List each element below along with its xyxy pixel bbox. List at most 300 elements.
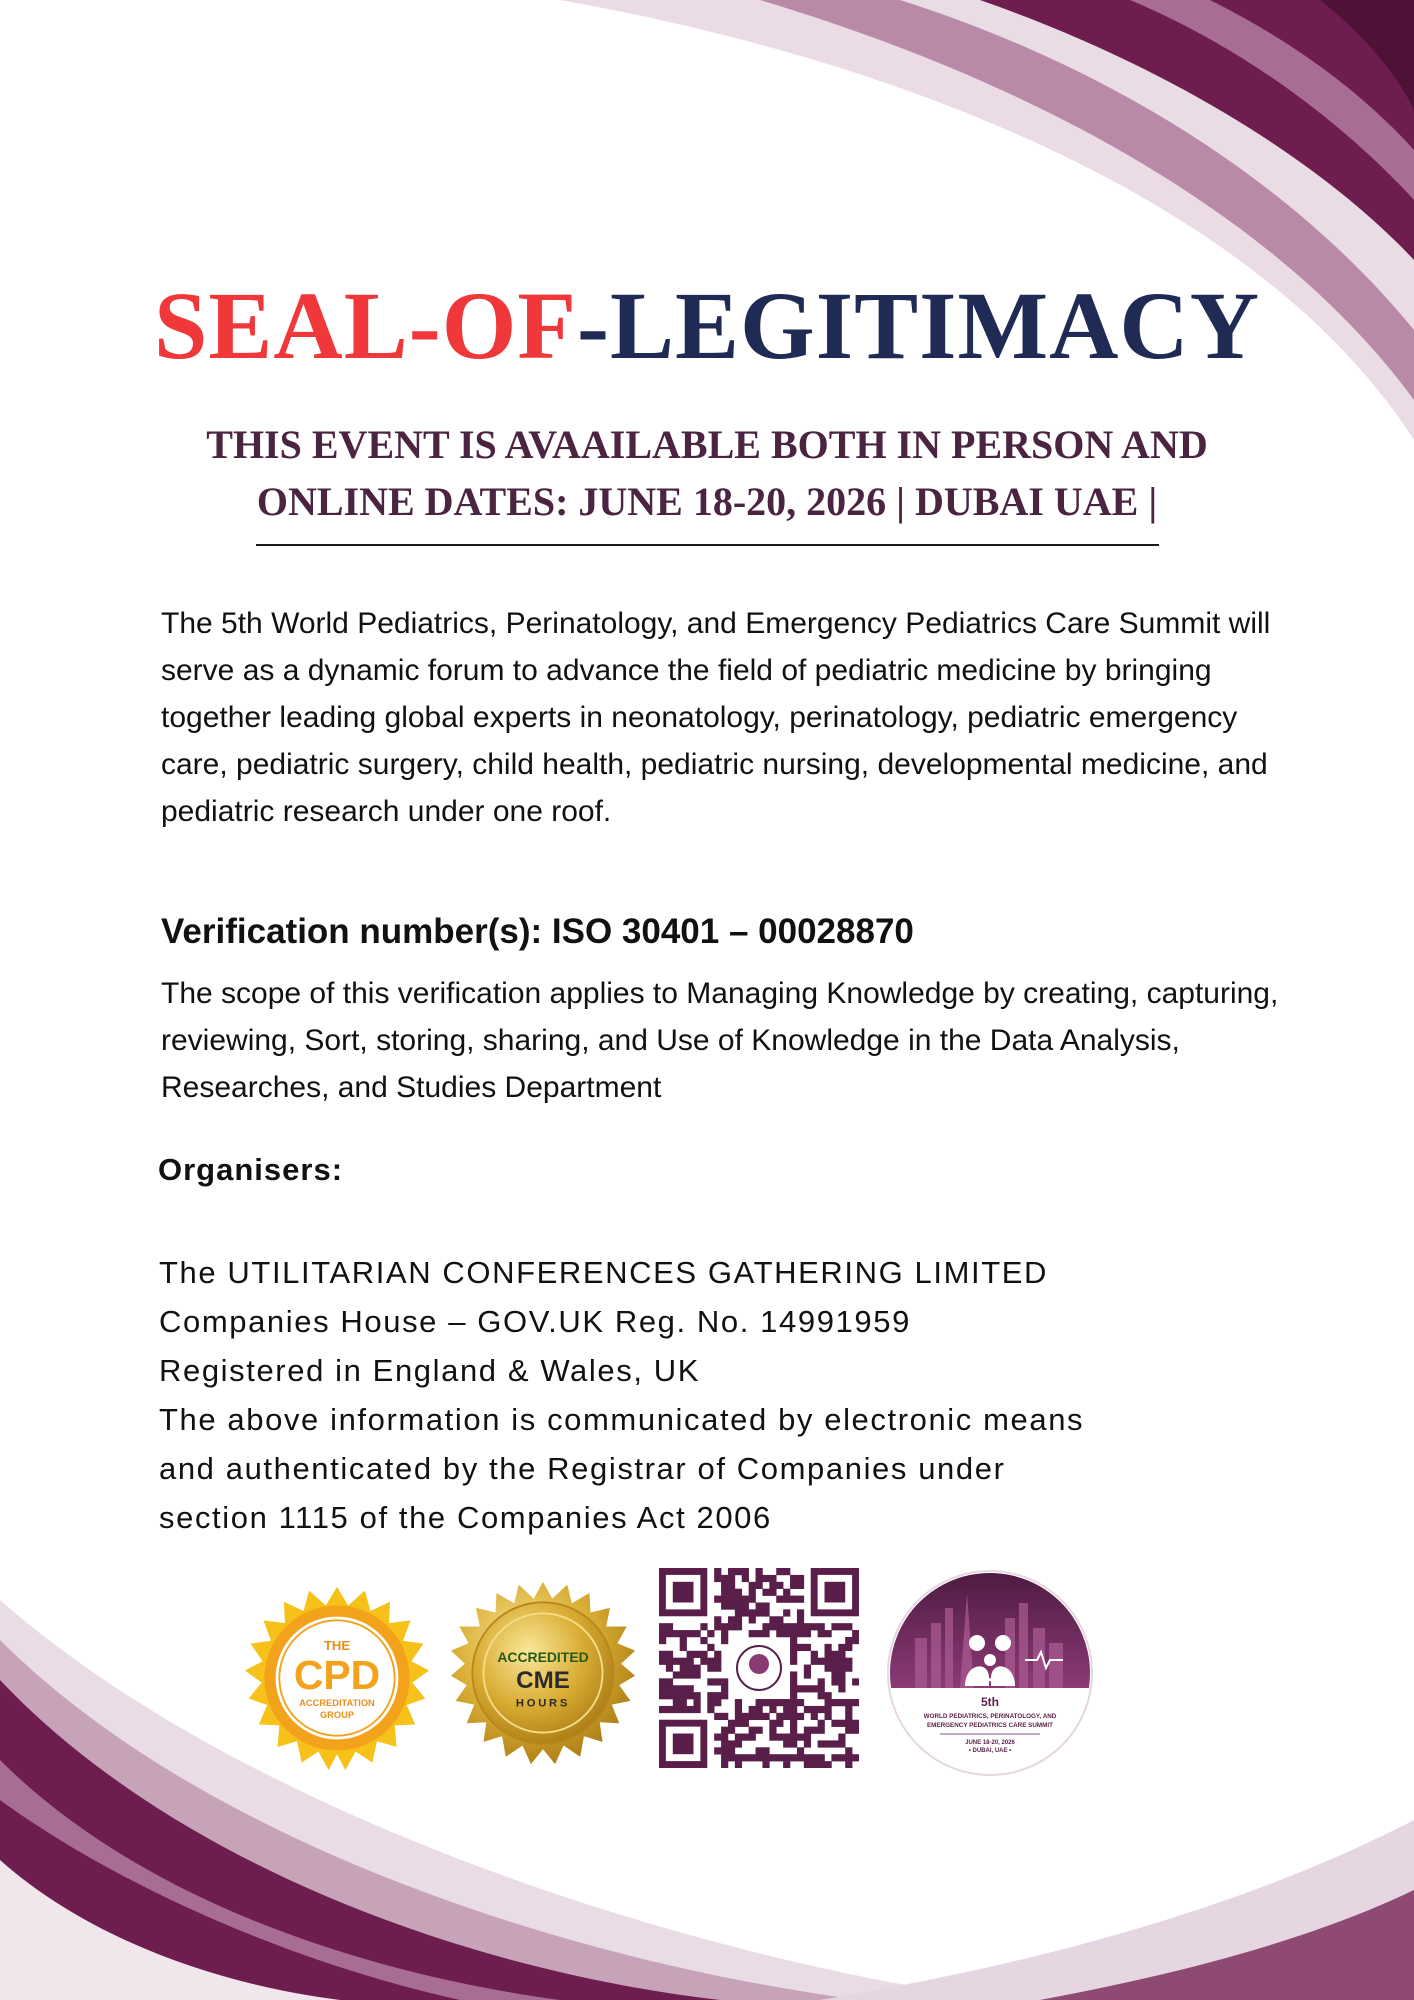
qr-module bbox=[735, 1699, 742, 1706]
qr-module bbox=[790, 1734, 797, 1741]
qr-module bbox=[811, 1623, 818, 1630]
qr-module bbox=[762, 1609, 769, 1616]
qr-module bbox=[749, 1754, 756, 1761]
qr-module bbox=[783, 1754, 790, 1761]
qr-module bbox=[845, 1644, 852, 1651]
logo-place-text: • DUBAI, UAE • bbox=[968, 1748, 1012, 1754]
qr-module bbox=[825, 1706, 832, 1713]
qr-finder bbox=[673, 1734, 694, 1755]
qr-module bbox=[811, 1658, 818, 1665]
qr-module bbox=[769, 1706, 776, 1713]
qr-module bbox=[804, 1727, 811, 1734]
qr-module bbox=[756, 1609, 763, 1616]
qr-module bbox=[790, 1582, 797, 1589]
qr-module bbox=[673, 1692, 680, 1699]
qr-module bbox=[804, 1623, 811, 1630]
qr-module bbox=[700, 1658, 707, 1665]
organiser-line: Companies House – GOV.UK Reg. No. 14991959 bbox=[159, 1304, 911, 1339]
qr-module bbox=[797, 1713, 804, 1720]
qr-module bbox=[749, 1589, 756, 1596]
qr-module bbox=[687, 1706, 694, 1713]
qr-module bbox=[707, 1658, 714, 1665]
qr-module bbox=[831, 1665, 838, 1672]
qr-module bbox=[804, 1754, 811, 1761]
qr-finder bbox=[673, 1582, 694, 1603]
qr-module bbox=[783, 1713, 790, 1720]
qr-module bbox=[825, 1761, 832, 1768]
qr-module bbox=[749, 1582, 756, 1589]
qr-module bbox=[838, 1644, 845, 1651]
qr-module bbox=[769, 1575, 776, 1582]
qr-module bbox=[845, 1665, 852, 1672]
qr-module bbox=[659, 1685, 666, 1692]
qr-module bbox=[680, 1685, 687, 1692]
qr-module bbox=[756, 1747, 763, 1754]
qr-module bbox=[680, 1692, 687, 1699]
qr-module bbox=[811, 1727, 818, 1734]
organiser-line: section 1115 of the Companies Act 2006 bbox=[159, 1500, 772, 1535]
qr-module bbox=[852, 1678, 859, 1685]
qr-module bbox=[818, 1727, 825, 1734]
qr-module bbox=[811, 1713, 818, 1720]
organiser-line: and authenticated by the Registrar of Companies under bbox=[159, 1451, 1006, 1486]
qr-module bbox=[735, 1609, 742, 1616]
qr-module bbox=[735, 1616, 742, 1623]
qr-module bbox=[852, 1727, 859, 1734]
qr-module bbox=[666, 1630, 673, 1637]
qr-module bbox=[790, 1713, 797, 1720]
qr-module bbox=[825, 1665, 832, 1672]
qr-center-mark bbox=[749, 1654, 769, 1674]
qr-module bbox=[659, 1692, 666, 1699]
qr-module bbox=[756, 1568, 763, 1575]
qr-module bbox=[790, 1575, 797, 1582]
qr-module bbox=[687, 1665, 694, 1672]
qr-module bbox=[714, 1692, 721, 1699]
qr-module bbox=[831, 1651, 838, 1658]
qr-module bbox=[756, 1582, 763, 1589]
qr-module bbox=[687, 1651, 694, 1658]
qr-module bbox=[790, 1637, 797, 1644]
qr-module bbox=[783, 1740, 790, 1747]
qr-module bbox=[721, 1734, 728, 1741]
qr-module bbox=[790, 1685, 797, 1692]
qr-module bbox=[721, 1761, 728, 1768]
qr-module bbox=[776, 1754, 783, 1761]
qr-module bbox=[742, 1602, 749, 1609]
qr-module bbox=[728, 1727, 735, 1734]
qr-module bbox=[721, 1685, 728, 1692]
qr-module bbox=[831, 1658, 838, 1665]
qr-module bbox=[666, 1706, 673, 1713]
qr-module bbox=[783, 1699, 790, 1706]
cpd-seal-icon bbox=[244, 1585, 430, 1771]
qr-module bbox=[749, 1596, 756, 1603]
qr-module bbox=[721, 1692, 728, 1699]
verification-heading: Verification number(s): ISO 30401 – 00028870 bbox=[161, 912, 914, 951]
qr-module bbox=[707, 1665, 714, 1672]
qr-module bbox=[659, 1637, 666, 1644]
qr-module bbox=[825, 1644, 832, 1651]
qr-module bbox=[762, 1602, 769, 1609]
qr-module bbox=[811, 1685, 818, 1692]
qr-module bbox=[742, 1568, 749, 1575]
cme-line2-text: CME bbox=[516, 1666, 570, 1694]
qr-module bbox=[673, 1706, 680, 1713]
qr-module bbox=[790, 1692, 797, 1699]
qr-module bbox=[749, 1734, 756, 1741]
qr-module bbox=[838, 1671, 845, 1678]
verification-scope: The scope of this verification applies to Managing Knowledge by creating, capturing, reviewing, Sort, storing, sharing, and Use of Knowledge in the Data Analysis, Researches, and Studies Department bbox=[161, 977, 1279, 1104]
qr-module bbox=[831, 1678, 838, 1685]
qr-module bbox=[666, 1692, 673, 1699]
qr-module bbox=[762, 1589, 769, 1596]
qr-module bbox=[797, 1734, 804, 1741]
qr-module bbox=[728, 1623, 735, 1630]
summit-logo bbox=[885, 1568, 1095, 1778]
qr-module bbox=[783, 1761, 790, 1768]
qr-module bbox=[735, 1740, 742, 1747]
qr-module bbox=[804, 1740, 811, 1747]
qr-module bbox=[749, 1616, 756, 1623]
qr-module bbox=[769, 1582, 776, 1589]
qr-module bbox=[804, 1630, 811, 1637]
qr-module bbox=[838, 1734, 845, 1741]
divider bbox=[256, 544, 1159, 546]
qr-module bbox=[831, 1699, 838, 1706]
qr-module bbox=[852, 1630, 859, 1637]
qr-module bbox=[811, 1706, 818, 1713]
qr-module bbox=[845, 1727, 852, 1734]
qr-module bbox=[714, 1623, 721, 1630]
qr-module bbox=[714, 1734, 721, 1741]
qr-module bbox=[790, 1727, 797, 1734]
qr-module bbox=[687, 1685, 694, 1692]
qr-module bbox=[852, 1720, 859, 1727]
qr-module bbox=[728, 1747, 735, 1754]
qr-module bbox=[714, 1713, 721, 1720]
qr-module bbox=[659, 1630, 666, 1637]
qr-module bbox=[825, 1651, 832, 1658]
qr-module bbox=[845, 1754, 852, 1761]
qr-module bbox=[666, 1685, 673, 1692]
qr-module bbox=[838, 1658, 845, 1665]
qr-module bbox=[831, 1754, 838, 1761]
qr-module bbox=[797, 1596, 804, 1603]
qr-module bbox=[749, 1706, 756, 1713]
qr-module bbox=[707, 1678, 714, 1685]
qr-module bbox=[735, 1568, 742, 1575]
qr-module bbox=[776, 1623, 783, 1630]
qr-module bbox=[769, 1720, 776, 1727]
qr-module bbox=[797, 1609, 804, 1616]
qr-module bbox=[831, 1740, 838, 1747]
qr-module bbox=[845, 1713, 852, 1720]
qr-module bbox=[790, 1706, 797, 1713]
qr-module bbox=[721, 1630, 728, 1637]
title-part-navy: LEGITIMACY bbox=[609, 272, 1261, 379]
qr-module bbox=[707, 1630, 714, 1637]
qr-module bbox=[693, 1706, 700, 1713]
subtitle-line-1: THIS EVENT IS AVAAILABLE BOTH IN PERSON AND bbox=[206, 422, 1208, 467]
qr-module bbox=[707, 1706, 714, 1713]
qr-module bbox=[687, 1671, 694, 1678]
cme-line3-text: HOURS bbox=[515, 1697, 571, 1710]
qr-module bbox=[673, 1658, 680, 1665]
qr-module bbox=[693, 1665, 700, 1672]
qr-module bbox=[831, 1623, 838, 1630]
qr-module bbox=[762, 1623, 769, 1630]
qr-module bbox=[714, 1596, 721, 1603]
qr-module bbox=[769, 1623, 776, 1630]
qr-module bbox=[700, 1651, 707, 1658]
qr-module bbox=[838, 1699, 845, 1706]
qr-module bbox=[845, 1637, 852, 1644]
qr-module bbox=[680, 1671, 687, 1678]
qr-module bbox=[790, 1699, 797, 1706]
qr-module bbox=[845, 1699, 852, 1706]
qr-module bbox=[680, 1658, 687, 1665]
qr-module bbox=[749, 1727, 756, 1734]
qr-module bbox=[797, 1699, 804, 1706]
qr-module bbox=[762, 1630, 769, 1637]
qr-module bbox=[769, 1727, 776, 1734]
qr-module bbox=[707, 1699, 714, 1706]
qr-module bbox=[693, 1692, 700, 1699]
qr-module bbox=[776, 1713, 783, 1720]
qr-module bbox=[797, 1623, 804, 1630]
qr-module bbox=[673, 1671, 680, 1678]
qr-module bbox=[769, 1699, 776, 1706]
qr-module bbox=[721, 1678, 728, 1685]
qr-module bbox=[721, 1582, 728, 1589]
qr-module bbox=[762, 1761, 769, 1768]
qr-module bbox=[783, 1734, 790, 1741]
qr-module bbox=[838, 1720, 845, 1727]
qr-module bbox=[818, 1692, 825, 1699]
qr-module bbox=[831, 1720, 838, 1727]
logo-num-text: 5th bbox=[981, 1695, 999, 1709]
qr-module bbox=[852, 1637, 859, 1644]
qr-module bbox=[783, 1568, 790, 1575]
qr-module bbox=[818, 1761, 825, 1768]
qr-module bbox=[721, 1754, 728, 1761]
qr-module bbox=[742, 1734, 749, 1741]
qr-module bbox=[776, 1596, 783, 1603]
qr-module bbox=[721, 1589, 728, 1596]
qr-module bbox=[783, 1623, 790, 1630]
qr-module bbox=[756, 1699, 763, 1706]
qr-module bbox=[728, 1754, 735, 1761]
qr-module bbox=[776, 1568, 783, 1575]
qr-module bbox=[707, 1692, 714, 1699]
qr-module bbox=[804, 1761, 811, 1768]
qr-module bbox=[721, 1637, 728, 1644]
qr-module bbox=[845, 1658, 852, 1665]
qr-module bbox=[783, 1596, 790, 1603]
qr-module bbox=[797, 1582, 804, 1589]
qr-module bbox=[825, 1699, 832, 1706]
qr-module bbox=[721, 1747, 728, 1754]
qr-module bbox=[845, 1706, 852, 1713]
qr-module bbox=[838, 1685, 845, 1692]
qr-module bbox=[666, 1651, 673, 1658]
organiser-line: The above information is communicated by electronic means bbox=[159, 1402, 1085, 1437]
qr-module bbox=[680, 1637, 687, 1644]
qr-module bbox=[687, 1658, 694, 1665]
qr-module bbox=[693, 1699, 700, 1706]
organiser-line: Registered in England & Wales, UK bbox=[159, 1353, 701, 1388]
qr-module bbox=[797, 1644, 804, 1651]
qr-module bbox=[845, 1747, 852, 1754]
logo-date-text: JUNE 18-20, 2026 bbox=[965, 1740, 1015, 1746]
logo-line1-text: WORLD PEDIATRICS, PERINATOLOGY, AND bbox=[923, 1713, 1057, 1720]
qr-finder bbox=[825, 1582, 846, 1603]
qr-module bbox=[825, 1692, 832, 1699]
qr-module bbox=[776, 1582, 783, 1589]
qr-module bbox=[700, 1637, 707, 1644]
qr-module bbox=[714, 1568, 721, 1575]
qr-module bbox=[762, 1754, 769, 1761]
qr-module bbox=[659, 1706, 666, 1713]
qr-module bbox=[659, 1623, 666, 1630]
qr-module bbox=[776, 1630, 783, 1637]
qr-module bbox=[735, 1713, 742, 1720]
qr-module bbox=[735, 1596, 742, 1603]
qr-module bbox=[742, 1575, 749, 1582]
qr-module bbox=[838, 1623, 845, 1630]
qr-module bbox=[707, 1644, 714, 1651]
qr-module bbox=[776, 1616, 783, 1623]
logo-line2-text: EMERGENCY PEDIATRICS CARE SUMMIT bbox=[926, 1722, 1054, 1729]
qr-module bbox=[818, 1630, 825, 1637]
qr-module bbox=[762, 1713, 769, 1720]
qr-module bbox=[659, 1658, 666, 1665]
qr-module bbox=[721, 1713, 728, 1720]
qr-module bbox=[728, 1575, 735, 1582]
qr-module bbox=[749, 1630, 756, 1637]
qr-module bbox=[838, 1665, 845, 1672]
qr-module bbox=[680, 1706, 687, 1713]
qr-module bbox=[838, 1740, 845, 1747]
qr-module bbox=[721, 1575, 728, 1582]
qr-module bbox=[673, 1685, 680, 1692]
qr-module bbox=[783, 1589, 790, 1596]
qr-module bbox=[797, 1685, 804, 1692]
qr-module bbox=[825, 1740, 832, 1747]
qr-module bbox=[790, 1651, 797, 1658]
qr-module bbox=[845, 1720, 852, 1727]
qr-module bbox=[790, 1596, 797, 1603]
qr-module bbox=[714, 1678, 721, 1685]
qr-module bbox=[790, 1740, 797, 1747]
qr-module bbox=[659, 1678, 666, 1685]
qr-module bbox=[742, 1713, 749, 1720]
qr-module bbox=[790, 1720, 797, 1727]
qr-module bbox=[714, 1575, 721, 1582]
qr-module bbox=[728, 1596, 735, 1603]
qr-module bbox=[700, 1623, 707, 1630]
qr-module bbox=[838, 1651, 845, 1658]
qr-module bbox=[756, 1602, 763, 1609]
cpd-sub1-text: ACCREDITATION bbox=[299, 1697, 375, 1708]
cme-seal-icon bbox=[450, 1580, 636, 1766]
qr-module bbox=[845, 1761, 852, 1768]
organisers-details bbox=[159, 1248, 1309, 1542]
qr-module bbox=[776, 1699, 783, 1706]
qr-module bbox=[714, 1747, 721, 1754]
qr-module bbox=[693, 1671, 700, 1678]
qr-code-icon[interactable] bbox=[659, 1568, 859, 1768]
qr-module bbox=[735, 1761, 742, 1768]
qr-module bbox=[714, 1651, 721, 1658]
qr-module bbox=[756, 1727, 763, 1734]
qr-module bbox=[680, 1630, 687, 1637]
qr-module bbox=[797, 1754, 804, 1761]
qr-module bbox=[797, 1630, 804, 1637]
qr-module bbox=[666, 1658, 673, 1665]
qr-module bbox=[721, 1623, 728, 1630]
cpd-top-text: THE bbox=[323, 1638, 351, 1654]
qr-module bbox=[687, 1692, 694, 1699]
qr-module bbox=[762, 1575, 769, 1582]
qr-module bbox=[818, 1754, 825, 1761]
qr-module bbox=[742, 1596, 749, 1603]
qr-module bbox=[790, 1658, 797, 1665]
qr-module bbox=[797, 1575, 804, 1582]
qr-module bbox=[749, 1713, 756, 1720]
qr-module bbox=[728, 1582, 735, 1589]
qr-module bbox=[680, 1699, 687, 1706]
event-description: The 5th World Pediatrics, Perinatology, and Emergency Pediatrics Care Summit will serve as a dynamic forum to advance the field of pediatric medicine by bringing together leading global experts in neonatology, perinatology, pediatric emergency care, pediatric surgery, child health, pediatric nursing, developmental medicine, and pediatric research under one roof. bbox=[161, 607, 1271, 828]
qr-module bbox=[790, 1630, 797, 1637]
qr-module bbox=[825, 1713, 832, 1720]
qr-module bbox=[831, 1671, 838, 1678]
qr-module bbox=[714, 1699, 721, 1706]
qr-module bbox=[659, 1651, 666, 1658]
qr-module bbox=[728, 1616, 735, 1623]
qr-module bbox=[735, 1754, 742, 1761]
organiser-line: The UTILITARIAN CONFERENCES GATHERING LIMITED bbox=[159, 1255, 1049, 1290]
qr-module bbox=[742, 1609, 749, 1616]
qr-module bbox=[769, 1616, 776, 1623]
qr-module bbox=[818, 1685, 825, 1692]
qr-module bbox=[756, 1754, 763, 1761]
qr-module bbox=[797, 1747, 804, 1754]
qr-module bbox=[790, 1678, 797, 1685]
qr-module bbox=[728, 1720, 735, 1727]
qr-module bbox=[756, 1713, 763, 1720]
qr-module bbox=[756, 1630, 763, 1637]
event-subtitle bbox=[120, 416, 1294, 530]
qr-module bbox=[797, 1616, 804, 1623]
qr-module bbox=[735, 1706, 742, 1713]
qr-module bbox=[818, 1706, 825, 1713]
qr-module bbox=[783, 1630, 790, 1637]
qr-module bbox=[693, 1651, 700, 1658]
qr-module bbox=[769, 1754, 776, 1761]
qr-module bbox=[721, 1596, 728, 1603]
qr-module bbox=[804, 1685, 811, 1692]
qr-module bbox=[735, 1589, 742, 1596]
qr-module bbox=[811, 1761, 818, 1768]
qr-module bbox=[673, 1699, 680, 1706]
qr-module bbox=[714, 1665, 721, 1672]
qr-module bbox=[818, 1678, 825, 1685]
qr-module bbox=[714, 1658, 721, 1665]
qr-module bbox=[825, 1630, 832, 1637]
qr-module bbox=[735, 1734, 742, 1741]
